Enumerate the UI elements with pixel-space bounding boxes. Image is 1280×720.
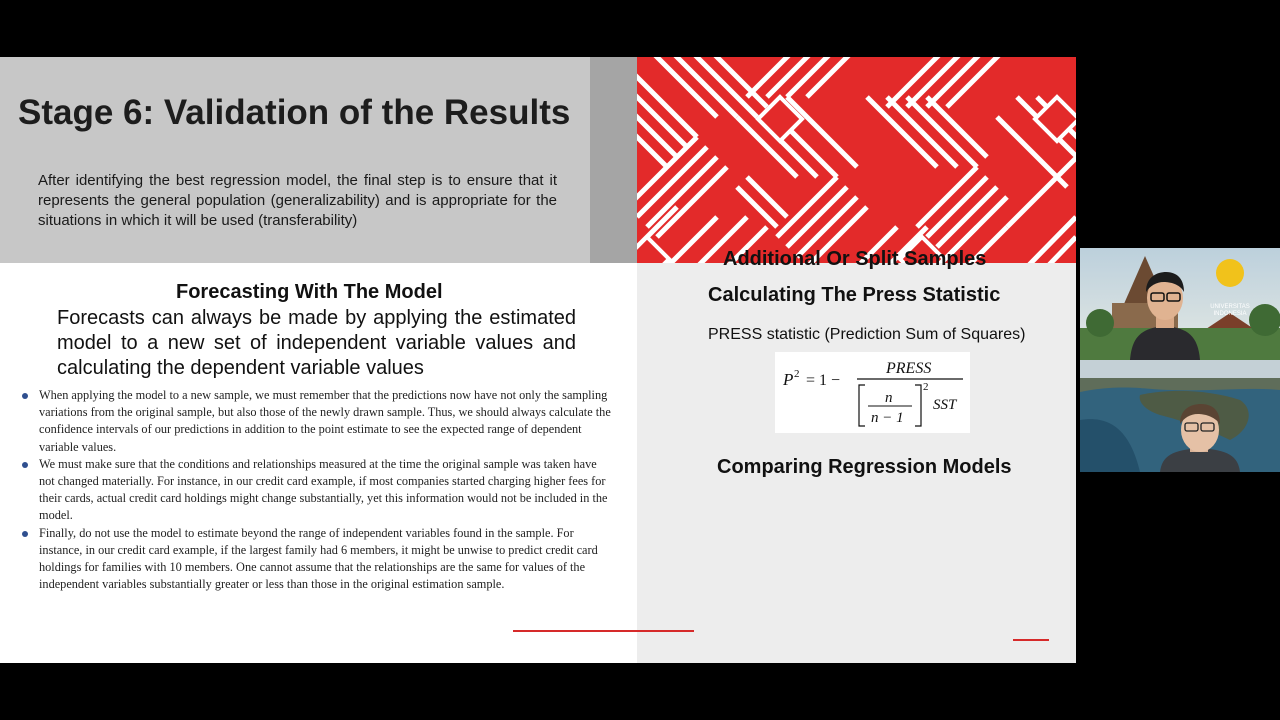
formula-lhs: P	[783, 370, 794, 389]
intro-paragraph: After identifying the best regression model, the final step is to ensure that it represents the general population (generalizability) and is appropriate for the situations in which it will be used (transferability)	[38, 172, 557, 229]
webcam-video-1[interactable]	[1080, 248, 1280, 360]
forecasting-text: Forecasts can always be made by applying the estimated model to a new set of independent variable values and calculating the dependent variable values	[57, 307, 576, 379]
press-statistic-label: PRESS statistic (Prediction Sum of Squares)	[708, 326, 1026, 343]
header-strip	[590, 57, 637, 263]
bullet-item	[20, 525, 613, 594]
split-samples-heading: Additional Or Split Samples	[723, 248, 987, 270]
bullet-item	[20, 456, 613, 525]
press-statistic-heading: Calculating The Press Statistic	[708, 284, 1001, 306]
forecasting-heading: Forecasting With The Model	[176, 281, 443, 303]
formula-bracket-exp: 2	[923, 381, 929, 393]
formula-equals: = 1 −	[806, 372, 841, 389]
formula-numerator: PRESS	[886, 360, 932, 377]
bullet-text: When applying the model to a new sample, we must remember that the predictions now have not only the sampling variations from the original sample, but also those of the newly drawn sample. Thus, we should always calculate the confidence intervals of our predictions in addition to the point estimate to see the expected range of dependent variable values.	[39, 388, 611, 454]
decorative-pattern-image	[637, 57, 1076, 263]
webcam-video-2[interactable]	[1080, 360, 1280, 472]
bullet-dot-icon	[22, 393, 28, 399]
decorative-red-line	[1013, 639, 1049, 641]
university-logo-text: UNIVERSITAS	[1210, 304, 1250, 310]
bullet-text: We must make sure that the conditions and relationships measured at the time the original sample was taken have not changed materially. For instance, in our credit card example, if most companies started charging higher fees for their cards, actual credit card holdings might change substantially, yet this information would not be included in the model.	[39, 456, 608, 523]
slide-title: Stage 6: Validation of the Results	[18, 93, 571, 132]
formula-exponent: 2	[794, 368, 800, 380]
decorative-red-line	[513, 630, 694, 632]
formula-frac-num: n	[885, 390, 893, 406]
bullet-item	[20, 387, 613, 456]
comparing-models-heading: Comparing Regression Models	[717, 456, 1012, 478]
bullet-dot-icon	[22, 462, 28, 468]
bullet-dot-icon	[22, 531, 28, 537]
bullet-list	[20, 387, 613, 593]
press-formula	[775, 352, 970, 433]
bullet-text: Finally, do not use the model to estimate beyond the range of independent variables found in the sample. For instance, in our credit card example, if the largest family had 6 members, it might be unwise to predict credit card holdings for families with 10 members. One cannot assume that the relationships are the same for values of the independent variables substantially greater or less than those in the original estimation sample.	[39, 525, 598, 592]
university-logo-text: INDONESIA	[1213, 311, 1247, 317]
formula-sst: SST	[933, 397, 957, 413]
header-panel	[0, 57, 590, 263]
formula-frac-den: n − 1	[871, 410, 904, 426]
